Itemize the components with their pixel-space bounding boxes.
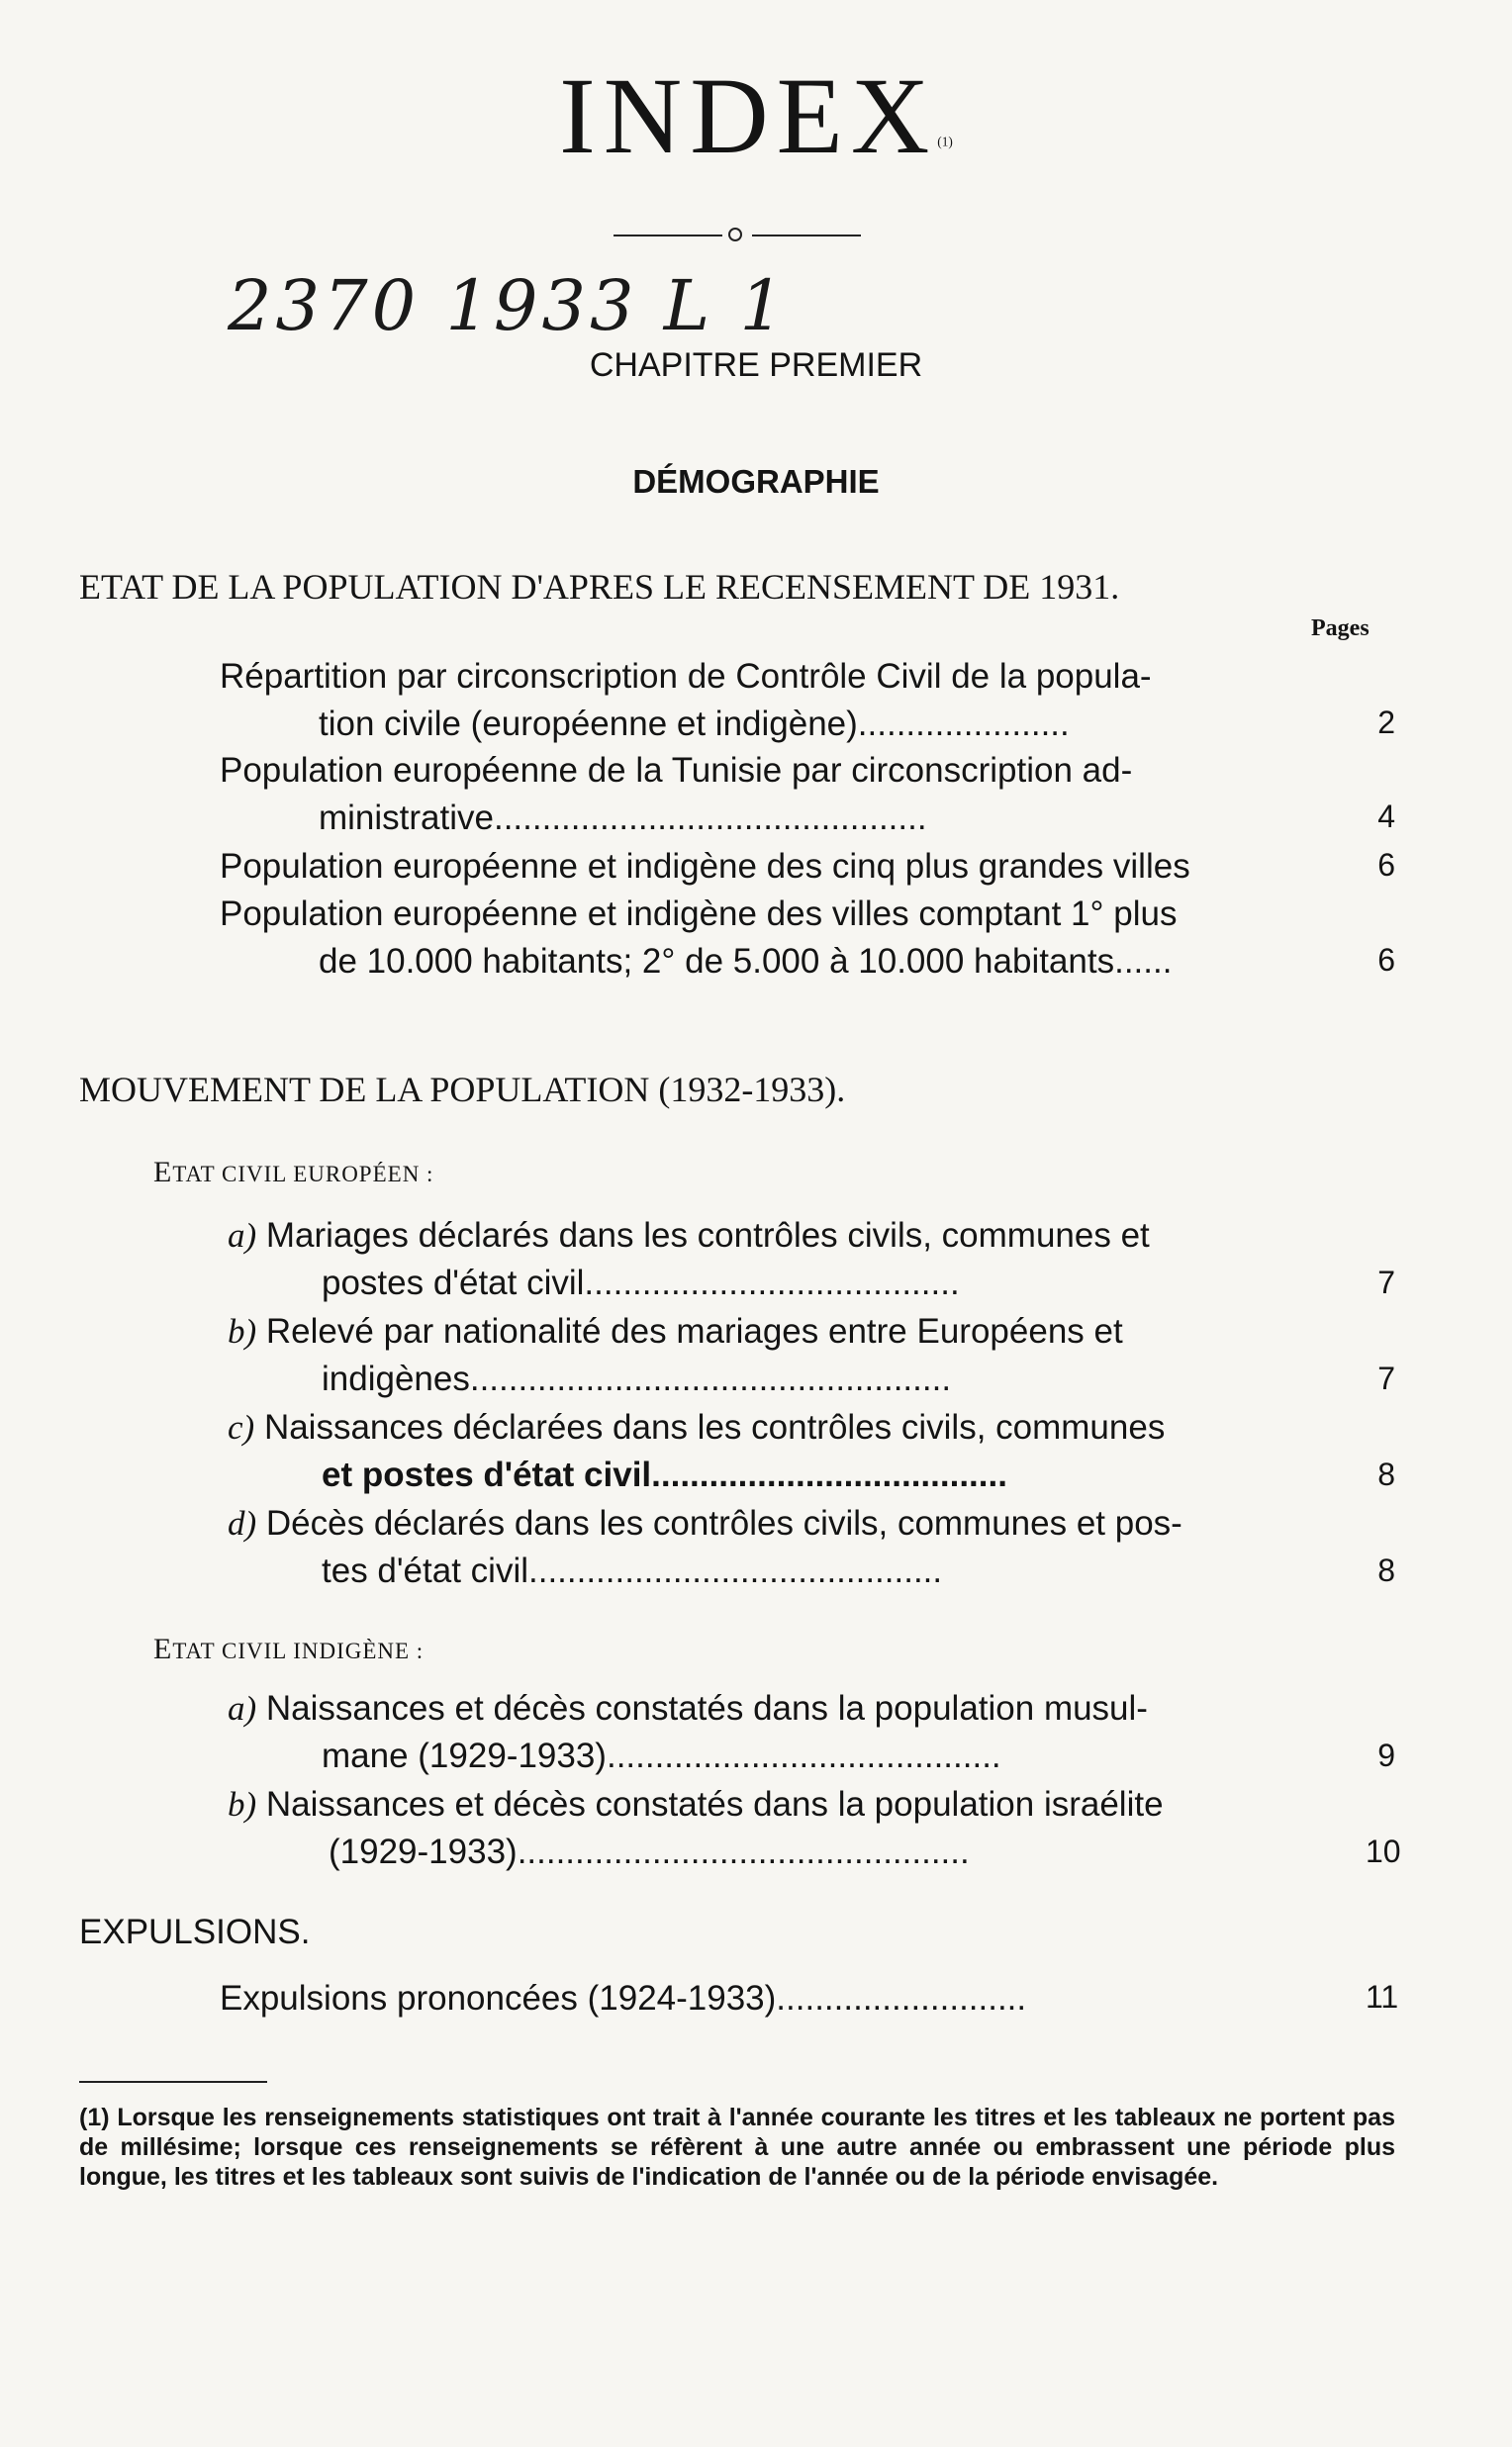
mouvement-heading: MOUVEMENT DE LA POPULATION (1932-1933). bbox=[79, 1070, 846, 1109]
toc-subentry: c) Naissances déclarées dans les contrôles civils, communes et postes d'état civil..................................... bbox=[228, 1408, 1166, 1494]
toc-entry: Population européenne de la Tunisie par circonscription ad- ministrative............................................. bbox=[220, 751, 1133, 837]
etat-civil-indigene-heading: ETAT CIVIL INDIGÈNE : bbox=[153, 1633, 425, 1665]
toc-entry: Répartition par circonscription de Contrôle Civil de la popula- tion civile (européenne et indigène)...................... bbox=[220, 657, 1152, 743]
toc-entry: Population européenne et indigène des cinq plus grandes villes bbox=[220, 847, 1190, 886]
etat-heading: ETAT DE LA POPULATION D'APRES LE RECENSEMENT DE 1931. bbox=[79, 567, 1120, 607]
toc-subentry: a) Naissances et décès constatés dans la population musul- mane (1929-1933)......................................... bbox=[228, 1689, 1148, 1775]
toc-subentry: b) Relevé par nationalité des mariages entre Européens et indigènes.................................................. bbox=[228, 1312, 1123, 1398]
toc-subentry: d) Décès déclarés dans les contrôles civils, communes et pos- tes d'état civil........................................... bbox=[228, 1504, 1182, 1590]
chapter-title: CHAPITRE PREMIER bbox=[589, 346, 923, 384]
title-footnote-mark: (1) bbox=[937, 134, 953, 149]
footnote: (1) Lorsque les renseignements statistiques ont trait à l'année courante les titres et les tableaux ne portent pas de millésime; lorsque ces renseignements se réfèrent à une autre année ou embrassent une période plus longue, les titres et les tableaux sont suivis de l'indication de l'année ou de la période envisagée. bbox=[79, 2104, 1395, 2191]
toc-subentry: a) Mariages déclarés dans les contrôles civils, communes et postes d'état civil....................................... bbox=[228, 1216, 1150, 1302]
footnote-rule bbox=[79, 2081, 267, 2083]
page-number: 8 bbox=[1377, 1457, 1395, 1492]
page-number: 6 bbox=[1377, 847, 1395, 883]
toc-subentry: b) Naissances et décès constatés dans la population israélite (1929-1933)............................................... bbox=[228, 1785, 1164, 1871]
etat-civil-europeen-heading: ETAT CIVIL EUROPÉEN : bbox=[153, 1156, 434, 1188]
toc-entry: Expulsions prononcées (1924-1933).......................... bbox=[220, 1979, 1027, 2018]
page-number: 4 bbox=[1377, 799, 1395, 834]
section-title: DÉMOGRAPHIE bbox=[632, 463, 880, 500]
page-title: INDEX bbox=[559, 55, 938, 176]
toc-entry: Population européenne et indigène des villes comptant 1° plus de 10.000 habitants; 2° de 5.000 à 10.000 habitants...... bbox=[220, 894, 1178, 981]
page-number: 2 bbox=[1377, 705, 1395, 740]
expulsions-heading: EXPULSIONS. bbox=[79, 1913, 311, 1951]
page-number: 7 bbox=[1377, 1361, 1395, 1396]
handwritten-annotation: 2370 1933 L 1 bbox=[228, 265, 789, 346]
page-number: 11 bbox=[1366, 1979, 1399, 2015]
page-number: 10 bbox=[1366, 1834, 1401, 1869]
pages-column-label: Pages bbox=[1311, 615, 1370, 641]
page-number: 9 bbox=[1377, 1738, 1395, 1773]
page-number: 8 bbox=[1377, 1553, 1395, 1588]
ornament-divider bbox=[614, 226, 861, 245]
page-number: 7 bbox=[1377, 1265, 1395, 1300]
title-row bbox=[0, 55, 1512, 176]
page-number: 6 bbox=[1377, 942, 1395, 978]
ornament-dot bbox=[728, 228, 742, 241]
